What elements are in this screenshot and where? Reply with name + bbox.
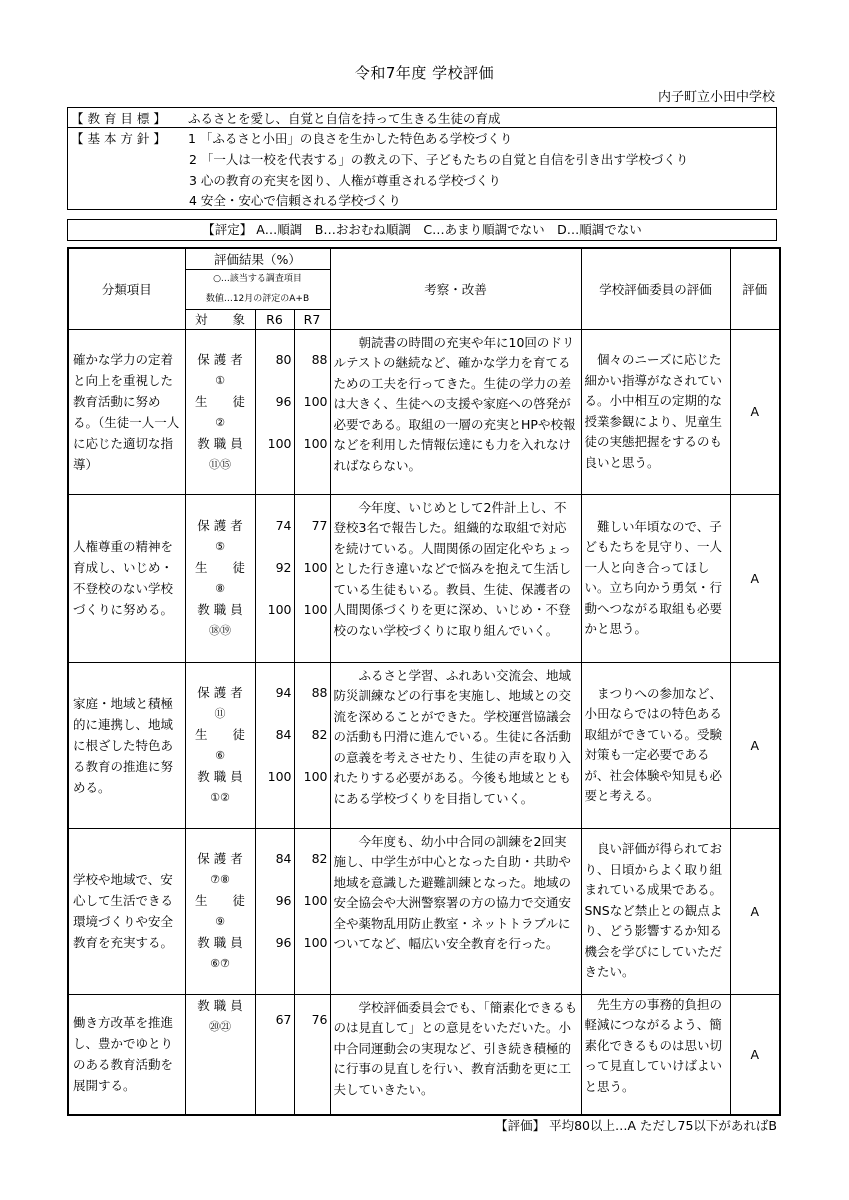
goals-divider — [68, 127, 776, 128]
table-row — [68, 994, 780, 1115]
table-body — [68, 329, 780, 1115]
committee-text: 個々のニーズに応じた細かい指導がなされている。小中相互の定期的な授業参観により、児童生徒の実態把握をするのも良いと思う。 — [584, 352, 723, 470]
survey-items: ⑨ — [215, 915, 225, 928]
survey-items: ⑥ — [215, 749, 225, 762]
spacer — [256, 412, 292, 433]
header-grade: 評価 — [730, 248, 780, 329]
spacer — [295, 703, 328, 724]
goals-box — [67, 107, 777, 210]
target-name: 教 職 員 — [197, 935, 243, 950]
table-row — [68, 662, 780, 828]
target-group — [186, 890, 255, 932]
spacer — [295, 745, 328, 766]
target-name: 保 護 者 — [197, 351, 243, 367]
target-name: 教 職 員 — [197, 435, 243, 451]
school-name: 内子町立小田中学校 — [657, 90, 775, 105]
category-cell: 働き方改革を推進し、豊かでゆとりのある教育活動を展開する。 — [68, 994, 185, 1115]
spacer — [256, 787, 292, 808]
spacer — [295, 578, 328, 599]
grade-cell: A — [730, 828, 780, 994]
spacer — [295, 787, 328, 808]
survey-items: ⑱⑲ — [209, 624, 231, 637]
r7-value: 100 — [303, 602, 328, 617]
analysis-cell — [330, 494, 581, 662]
survey-items: ② — [215, 415, 225, 429]
committee-cell — [581, 828, 730, 994]
r7-value: 82 — [311, 851, 328, 866]
analysis-text: 今年度も、幼小中合同の訓練を2回実施し、中学生が中心となった自助・共助や地域を意識した避難訓練となった。地域の安全協会や大洲警察署の方の協力で交通安全や薬物乱用防止教室・ネットトラブルについてなど、幅広い安全教育を行った。 — [333, 833, 572, 951]
target-name: 教 職 員 — [197, 997, 243, 1013]
analysis-text: 今年度、いじめとして2件計上し、不登校3名で報告した。組織的な取組で対応を続けている。人間関係の固定化やちょっとした行き違いなどで悩みを抱えて生活している生徒もいる。教員、生徒、保護者の人間関係づくりを更に深め、いじめ・不登校のない学校づくりに取り組んでいく。 — [333, 499, 572, 638]
target-group — [186, 557, 255, 599]
target-name: 生 徒 — [194, 893, 245, 908]
target-name: 生 徒 — [194, 560, 245, 575]
spacer — [295, 620, 328, 641]
survey-items: ⑧ — [215, 582, 225, 595]
target-cell — [185, 828, 255, 994]
spacer — [256, 869, 292, 890]
analysis-text: 朝読書の時間の充実や年に10回のドリルテストの継続など、確かな学力を育てるための工夫を行ってきた。生徒の学力の差は大きく、生徒への支援や家庭への啓発が必要である。取組の一層の充実とHPや校報などを利用した情報伝達にも力を入れなければならない。 — [333, 334, 576, 473]
header-results: 評価結果（%） — [185, 248, 330, 269]
r6-value: 96 — [275, 893, 292, 908]
r7-value: 88 — [311, 351, 328, 367]
target-name: 保 護 者 — [197, 518, 243, 533]
target-group — [186, 391, 255, 433]
survey-items: ⑳㉑ — [209, 1019, 231, 1033]
category-cell: 学校や地域で、安心して生活できる環境づくりや安全教育を充実する。 — [68, 828, 185, 994]
spacer — [256, 745, 292, 766]
r7-value: 100 — [303, 935, 328, 950]
table-row — [68, 828, 780, 994]
target-group — [186, 995, 255, 1037]
grade-cell: A — [730, 662, 780, 828]
spacer — [256, 578, 292, 599]
policy-row-2 — [189, 150, 688, 168]
r6-value: 84 — [275, 727, 292, 742]
header-committee: 学校評価委員の評価 — [581, 248, 730, 329]
r7-value: 76 — [311, 1011, 328, 1027]
grading-legend: 【評定】 A…順調 B…おおむね順調 C…あまり順調でない D…順調でない — [67, 219, 777, 241]
spacer — [256, 620, 292, 641]
grade-cell: A — [730, 994, 780, 1115]
analysis-cell — [330, 828, 581, 994]
spacer — [295, 1030, 328, 1051]
category-cell: 人権尊重の精神を育成し、いじめ・不登校のない学校づくりに努める。 — [68, 494, 185, 662]
committee-cell — [581, 994, 730, 1115]
header-note-items: ○…該当する調査項目 — [185, 269, 330, 289]
r7-cell — [294, 329, 330, 494]
table-row — [68, 494, 780, 662]
analysis-cell — [330, 994, 581, 1115]
survey-items: ⑪⑮ — [209, 457, 231, 471]
category-cell: 確かな学力の定着と向上を重視した教育活動に努める。（生徒一人一人に応じた適切な指導） — [68, 329, 185, 494]
target-name: 保 護 者 — [197, 851, 243, 866]
header-target: 対 象 — [185, 309, 255, 329]
policy-row-1 — [71, 129, 512, 147]
analysis-text: 学校評価委員会でも、「簡素化できるものは見直して」との意見をいただいた。小中合同運動会の実現など、引き続き積極的に行事の見直しを行い、教育活動を更に工夫していきたい。 — [333, 999, 578, 1097]
spacer — [295, 454, 328, 475]
spacer — [256, 454, 292, 475]
r6-value: 67 — [275, 1011, 292, 1027]
committee-cell — [581, 494, 730, 662]
r7-cell — [294, 662, 330, 828]
r6-value: 96 — [275, 935, 292, 950]
survey-items: ①② — [210, 791, 230, 804]
r6-value: 94 — [275, 685, 292, 700]
target-cell — [185, 329, 255, 494]
analysis-cell — [330, 662, 581, 828]
survey-items: ⑪ — [214, 707, 226, 720]
table-row — [68, 329, 780, 494]
header-r7: R7 — [294, 309, 330, 329]
target-group — [186, 599, 255, 641]
education-goal-label: 【 教 育 目 標 】 — [71, 111, 166, 126]
target-name: 教 職 員 — [197, 602, 243, 617]
r6-cell — [255, 828, 294, 994]
spacer — [295, 869, 328, 890]
target-name: 保 護 者 — [197, 685, 243, 700]
header-r6: R6 — [255, 309, 294, 329]
r7-cell — [294, 494, 330, 662]
target-group — [186, 515, 255, 557]
committee-cell — [581, 329, 730, 494]
grade-cell: A — [730, 494, 780, 662]
r7-cell — [294, 994, 330, 1115]
analysis-cell — [330, 329, 581, 494]
r6-cell — [255, 494, 294, 662]
r7-value: 77 — [311, 518, 328, 533]
spacer — [256, 536, 292, 557]
r7-value: 100 — [303, 769, 328, 784]
policy-row-3 — [189, 171, 501, 189]
r7-value: 82 — [311, 727, 328, 742]
category-cell: 家庭・地域と積極的に連携し、地域に根ざした特色ある教育の推進に努める。 — [68, 662, 185, 828]
policy-item: 2 「一人は一校を代表する」の教えの下、子どもたちの自覚と自信を引き出す学校づくり — [189, 152, 689, 167]
target-name: 生 徒 — [194, 727, 245, 742]
target-cell — [185, 494, 255, 662]
spacer — [256, 1030, 292, 1051]
policy-item: 3 心の教育の充実を図り、人権が尊重される学校づくり — [189, 173, 501, 188]
header-note-values: 数値…12月の評定のA+B — [185, 289, 330, 309]
r7-value: 100 — [303, 393, 328, 409]
r6-value: 100 — [267, 602, 292, 617]
policy-item: 4 安全・安心で信頼される学校づくり — [189, 193, 401, 208]
grading-footnote: 【評価】 平均80以上…A ただし75以下があればB — [495, 1118, 777, 1133]
committee-text: まつりへの参加など、小田ならではの特色ある取組ができている。受験対策も一定必要であるが、社会体験や知見も必要と考える。 — [584, 685, 723, 803]
spacer — [295, 536, 328, 557]
target-group — [186, 932, 255, 974]
target-group — [186, 349, 255, 391]
policy-row-4 — [189, 191, 401, 209]
survey-items: ① — [215, 373, 225, 387]
r6-value: 96 — [275, 393, 292, 409]
spacer — [256, 370, 292, 391]
committee-cell — [581, 662, 730, 828]
r7-value: 100 — [303, 560, 328, 575]
education-goal-row — [71, 109, 501, 127]
target-name: 教 職 員 — [197, 769, 243, 784]
survey-items: ⑦⑧ — [210, 873, 230, 886]
survey-items: ⑤ — [215, 540, 225, 553]
target-group — [186, 766, 255, 808]
analysis-text: ふるさと学習、ふれあい交流会、地域防災訓練などの行事を実施し、地域との交流を深めることができた。学校運営協議会の活動も円滑に進んでいる。生徒に各活動の意義を考えさせたり、生徒の声を取り入れたりする必要がある。今後も地域とともにある学校づくりを目指していく。 — [333, 667, 572, 806]
spacer — [295, 412, 328, 433]
r7-cell — [294, 828, 330, 994]
spacer — [256, 953, 292, 974]
r6-cell — [255, 662, 294, 828]
header-category: 分類項目 — [68, 248, 185, 329]
evaluation-table — [67, 247, 781, 1116]
survey-items: ⑥⑦ — [210, 957, 230, 970]
r6-cell — [255, 329, 294, 494]
policy-label: 【 基 本 方 針 】 — [71, 131, 166, 146]
r6-value: 92 — [275, 560, 292, 575]
r6-value: 74 — [275, 518, 292, 533]
r6-cell — [255, 994, 294, 1115]
target-cell — [185, 994, 255, 1115]
r7-value: 100 — [303, 893, 328, 908]
target-name: 生 徒 — [194, 393, 245, 409]
target-group — [186, 433, 255, 475]
target-group — [186, 724, 255, 766]
target-group — [186, 848, 255, 890]
spacer — [295, 953, 328, 974]
education-goal: ふるさとを愛し、自覚と自信を持って生きる生徒の育成 — [188, 111, 501, 126]
target-cell — [185, 662, 255, 828]
r7-value: 88 — [311, 685, 328, 700]
page-title: 令和7年度 学校評価 — [354, 64, 495, 82]
spacer — [295, 370, 328, 391]
header-analysis: 考察・改善 — [330, 248, 581, 329]
target-group — [186, 682, 255, 724]
spacer — [256, 911, 292, 932]
spacer — [295, 911, 328, 932]
r6-value: 80 — [275, 351, 292, 367]
committee-text: 先生方の事務的負担の軽減につながるよう、簡素化できるものは思い切って見直していけばよいと思う。 — [584, 996, 723, 1094]
policy-item: 1 「ふるさと小田」の良さを生かした特色ある学校づくり — [188, 131, 513, 146]
grade-cell: A — [730, 329, 780, 494]
spacer — [256, 703, 292, 724]
r6-value: 100 — [267, 435, 292, 451]
r6-value: 100 — [267, 769, 292, 784]
committee-text: 難しい年頃なので、子どもたちを見守り、一人一人と向き合ってほしい。立ち向かう勇気・行動へつながる取組も必要かと思う。 — [584, 518, 723, 636]
committee-text: 良い評価が得られており、日頃からよく取り組まれている成果である。SNSなど禁止との観点より、どう影響するか知る機会を学びにしていただきたい。 — [584, 841, 723, 980]
r7-value: 100 — [303, 435, 328, 451]
r6-value: 84 — [275, 851, 292, 866]
